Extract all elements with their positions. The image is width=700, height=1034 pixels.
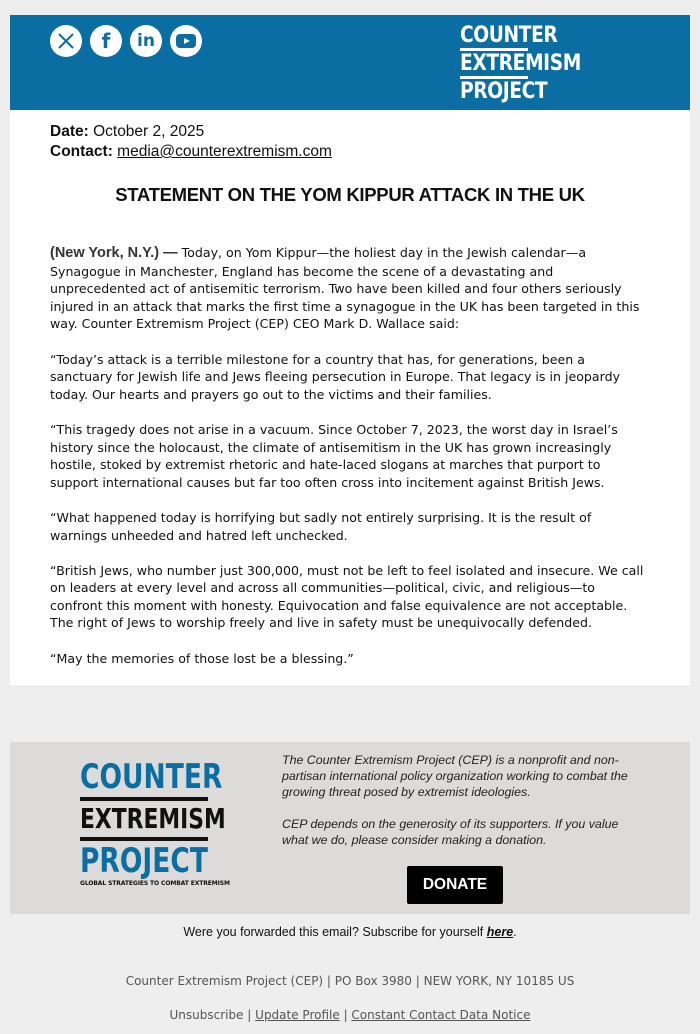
separator: | (339, 1008, 352, 1022)
social-links (50, 25, 202, 57)
separator: | (243, 1008, 256, 1022)
dateline: (New York, N.Y.) (50, 245, 160, 261)
data-notice-link[interactable]: Constant Contact Data Notice (351, 1008, 531, 1022)
unsubscribe-link[interactable]: Unsubscribe (169, 1008, 244, 1022)
intro-text: Today, on Yom Kippur—the holiest day in the Jewish calendar—a Synagogue in Manchester, England has become the scene of a devastating and unprecedented act of antisemitic terrorism. Two have been killed and four others seriously injured in an attack that marks the first time a synagogue in the UK has been targeted in this way. Counter Extremism Project (CEP) CEO Mark D. Wallace said: (50, 245, 640, 332)
logo-line-counter: COUNTER (459, 23, 558, 48)
x-icon[interactable] (50, 25, 82, 57)
org-address: Counter Extremism Project (CEP) | PO Box 3980 | NEW YORK, NY 10185 US (125, 974, 575, 988)
quote-paragraph: “This tragedy does not arise in a vacuum. Since October 7, 2023, the worst day in Israel’s history since the holocaust, the climate of antisemitism in the UK has grown increasingly hostile, stoked by extremist rhetoric and hate-laced slogans at marches that purport to support international causes but far too often cross into incitement against British Jews. (50, 421, 618, 490)
contact-email-link[interactable]: media@counterextremism.com (117, 143, 332, 160)
email-card (10, 15, 690, 939)
about-paragraph: The Counter Extremism Project (CEP) is a nonprofit and non-partisan international policy organization working to combat the growing threat posed by extremist ideologies. (282, 753, 628, 799)
footer-logo-extremism: EXTREMISM (80, 802, 226, 835)
date-label: Date: (50, 123, 89, 140)
footer-logo-tagline: GLOBAL STRATEGIES TO COMBAT EXTREMISM (80, 880, 230, 887)
statement-body (50, 244, 650, 667)
press-release-content (10, 110, 690, 667)
logo-line-extremism: EXTREMISM (459, 51, 581, 76)
page-title: STATEMENT ON THE YOM KIPPUR ATTACK IN THE UK (115, 184, 585, 205)
dateline-dash: — (159, 245, 182, 261)
intro-paragraph (50, 244, 650, 333)
forward-end: . (513, 925, 517, 939)
quote-paragraph: “May the memories of those lost be a blessing.” (50, 650, 354, 666)
donate-button[interactable]: DONATE (407, 866, 503, 904)
quote-paragraph: “What happened today is horrifying but sadly not entirely surprising. It is the result of warnings unheeded and hatred left unchecked. (50, 509, 592, 543)
logo-line-project: PROJECT (459, 79, 547, 104)
footer-logo-project: PROJECT (80, 841, 208, 881)
footer-logo[interactable] (80, 757, 230, 887)
header-banner (10, 15, 690, 110)
contact-label: Contact: (50, 143, 113, 160)
date-value: October 2, 2025 (93, 123, 205, 140)
logo-divider (80, 797, 208, 801)
release-meta (50, 110, 650, 162)
quote-paragraph: “Today’s attack is a terrible milestone for a country that has, for generations, been a sanctuary for Jewish life and Jews fleeing persecution in Europe. That legacy is in jeopardy today. Our hearts and prayers go out to the victims and their families. (50, 351, 621, 402)
footer-band (10, 742, 690, 914)
about-text (282, 752, 634, 864)
footer-logo-counter: COUNTER (80, 757, 223, 797)
update-profile-link[interactable]: Update Profile (255, 1008, 340, 1022)
subscribe-here-link[interactable]: here (486, 925, 514, 939)
forward-text: Were you forwarded this email? Subscribe for yourself (183, 925, 487, 939)
donation-appeal: CEP depends on the generosity of its supporters. If you value what we do, please consider making a donation. (282, 817, 619, 847)
footer-links (0, 1008, 700, 1022)
forwarded-notice (10, 914, 690, 950)
facebook-icon[interactable]: f (90, 25, 122, 57)
linkedin-icon[interactable]: in (130, 25, 162, 57)
quote-paragraph: “British Jews, who number just 300,000, must not be left to feel isolated and insecure. We call on leaders at every level and across all communities—political, civic, and religious—to confront this moment with honesty. Equivocation and false equivalence are not acceptable. The right of Jews to worship freely and live in safety must be unequivocally defended. (50, 562, 644, 631)
header-logo[interactable] (460, 23, 602, 104)
youtube-icon[interactable] (170, 25, 202, 57)
